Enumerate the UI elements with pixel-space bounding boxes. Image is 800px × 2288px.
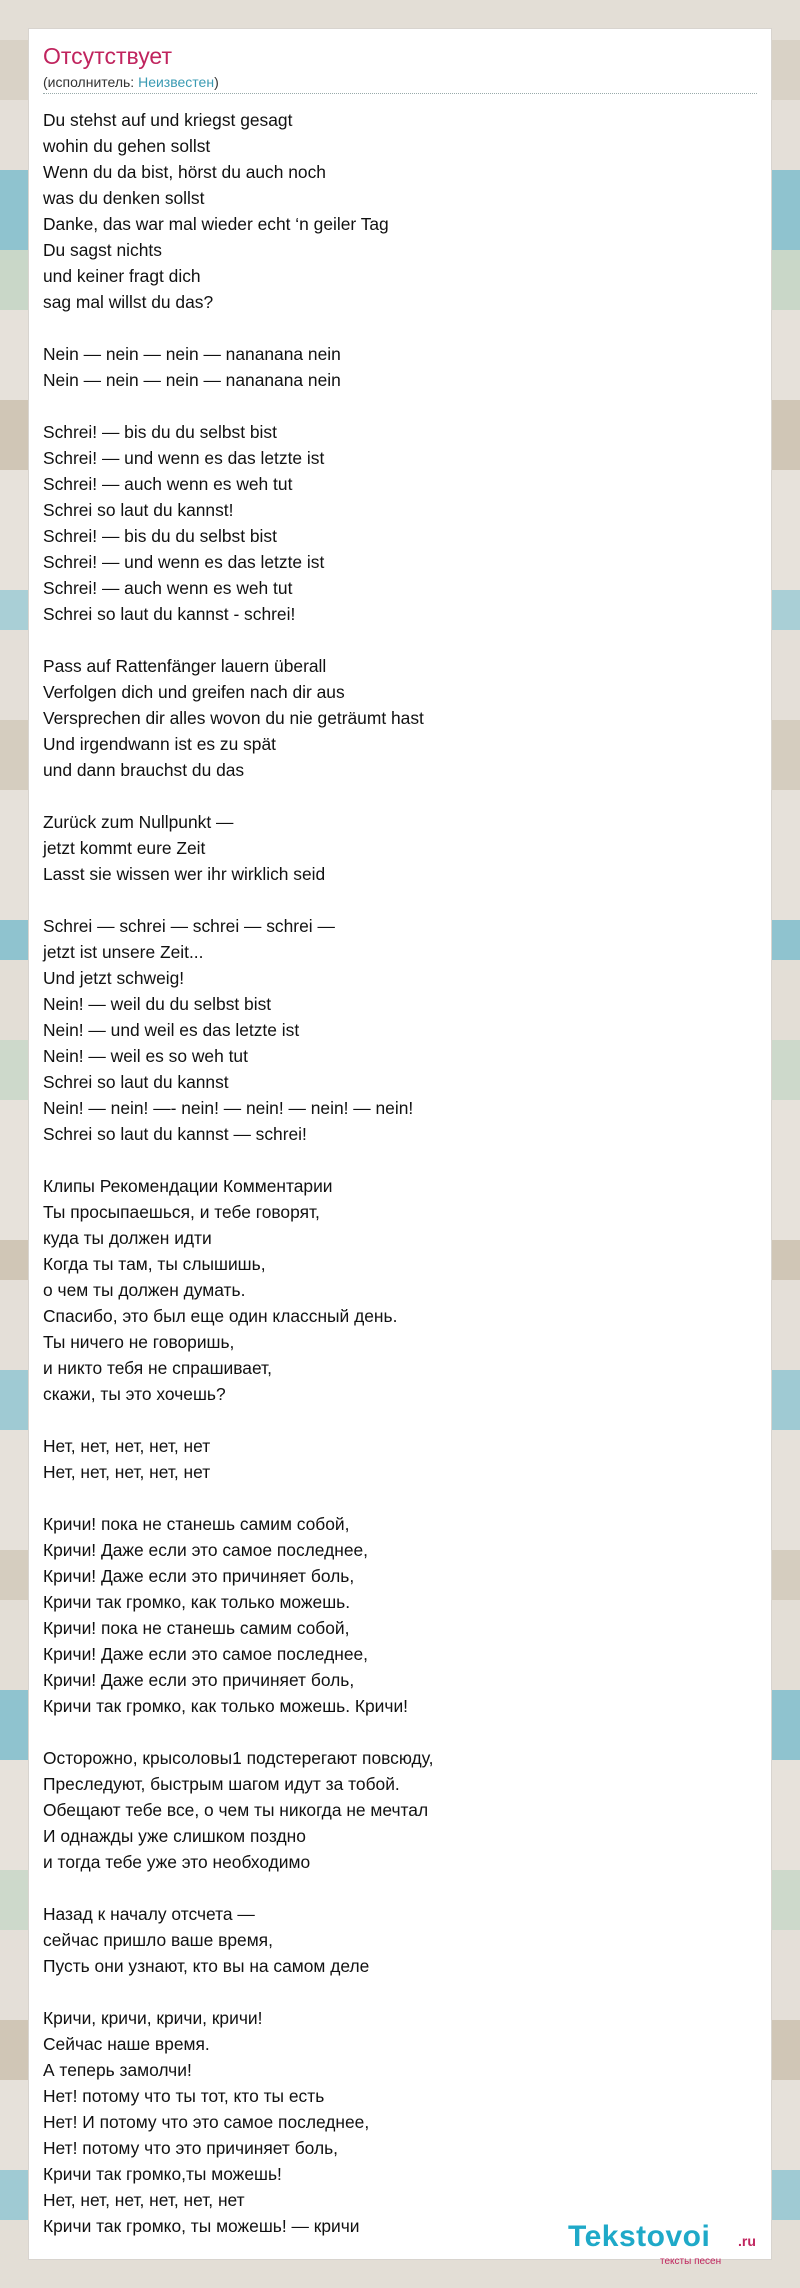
lyric-line: Schrei! — bis du du selbst bist: [43, 526, 277, 546]
lyric-line: sag mal willst du das?: [43, 292, 214, 312]
stanza-break: [43, 627, 743, 653]
lyric-line: Осторожно, крысоловы1 подстерегают повсюду,: [43, 1748, 434, 1768]
lyric-line: Schrei so laut du kannst - schrei!: [43, 604, 296, 624]
lyric-line: Нет! И потому что это самое последнее,: [43, 2112, 370, 2132]
lyric-line: Спасибо, это был еще один классный день.: [43, 1306, 398, 1326]
lyric-line: и тогда тебе уже это необходимо: [43, 1852, 311, 1872]
lyric-line: Und irgendwann ist es zu spät: [43, 734, 276, 754]
lyric-line: Schrei! — auch wenn es weh tut: [43, 578, 293, 598]
lyric-line: Кричи, кричи, кричи, кричи!: [43, 2008, 263, 2028]
performer-line: [43, 74, 219, 90]
lyric-line: Verfolgen dich und greifen nach dir aus: [43, 682, 345, 702]
lyric-line: und keiner fragt dich: [43, 266, 201, 286]
lyric-line: Клипы Рекомендации Комментарии: [43, 1176, 333, 1196]
stanza-break: [43, 1875, 743, 1901]
lyric-line: Schrei! — bis du du selbst bist: [43, 422, 277, 442]
lyric-line: wohin du gehen sollst: [43, 136, 211, 156]
lyric-line: Nein! — weil du du selbst bist: [43, 994, 272, 1014]
lyric-line: jetzt ist unsere Zeit...: [43, 942, 204, 962]
lyric-line: jetzt kommt eure Zeit: [43, 838, 206, 858]
lyric-line: А теперь замолчи!: [43, 2060, 192, 2080]
lyric-line: Schrei! — auch wenn es weh tut: [43, 474, 293, 494]
lyric-line: сейчас пришло ваше время,: [43, 1930, 273, 1950]
lyric-line: Schrei — schrei — schrei — schrei —: [43, 916, 335, 936]
site-logo[interactable]: [540, 2220, 770, 2270]
stanza-break: [43, 393, 743, 419]
stanza-break: [43, 1719, 743, 1745]
stanza-break: [43, 1979, 743, 2005]
lyric-line: Nein! — und weil es das letzte ist: [43, 1020, 300, 1040]
artist-link[interactable]: Неизвестен: [138, 74, 215, 90]
lyric-line: Schrei so laut du kannst!: [43, 500, 234, 520]
logo-name: Tekstovoi: [568, 2220, 711, 2253]
lyric-line: Нет, нет, нет, нет, нет: [43, 1436, 211, 1456]
lyric-line: Когда ты там, ты слышишь,: [43, 1254, 266, 1274]
lyric-line: Ты ничего не говоришь,: [43, 1332, 235, 1352]
lyric-line: Pass auf Rattenfänger lauern überall: [43, 656, 327, 676]
lyric-line: Сейчас наше время.: [43, 2034, 210, 2054]
lyric-line: Lasst sie wissen wer ihr wirklich seid: [43, 864, 326, 884]
lyric-line: Кричи! Даже если это самое последнее,: [43, 1644, 369, 1664]
performer-suffix: ): [214, 74, 219, 90]
lyric-line: о чем ты должен думать.: [43, 1280, 246, 1300]
lyric-line: Schrei so laut du kannst: [43, 1072, 229, 1092]
lyric-line: Кричи! пока не станешь самим собой,: [43, 1618, 350, 1638]
lyric-line: Schrei! — und wenn es das letzte ist: [43, 448, 325, 468]
title-divider: [43, 93, 757, 94]
lyric-line: Schrei so laut du kannst — schrei!: [43, 1124, 307, 1144]
song-title: Отсутствует: [43, 43, 172, 69]
lyric-line: Wenn du da bist, hörst du auch noch: [43, 162, 326, 182]
lyric-line: Nein! — nein! —- nein! — nein! — nein! — nein!: [43, 1098, 414, 1118]
lyric-line: und dann brauchst du das: [43, 760, 245, 780]
lyric-line: Ты просыпаешься, и тебе говорят,: [43, 1202, 320, 1222]
lyric-line: Кричи! Даже если это причиняет боль,: [43, 1566, 355, 1586]
lyric-line: И однажды уже слишком поздно: [43, 1826, 306, 1846]
lyric-line: куда ты должен идти: [43, 1228, 212, 1248]
lyric-line: Преследуют, быстрым шагом идут за тобой.: [43, 1774, 400, 1794]
stanza-break: [43, 783, 743, 809]
lyric-line: Пусть они узнают, кто вы на самом деле: [43, 1956, 370, 1976]
stanza-break: [43, 887, 743, 913]
lyric-line: Кричи! Даже если это самое последнее,: [43, 1540, 369, 1560]
stanza-break: [43, 1147, 743, 1173]
logo-tagline: тексты песен: [660, 2256, 722, 2267]
stanza-break: [43, 1407, 743, 1433]
lyric-line: Обещают тебе все, о чем ты никогда не мечтал: [43, 1800, 429, 1820]
lyric-line: Du sagst nichts: [43, 240, 162, 260]
lyric-line: Назад к началу отсчета —: [43, 1904, 255, 1924]
lyric-line: Nein! — weil es so weh tut: [43, 1046, 248, 1066]
lyric-line: Кричи так громко, как только можешь. Кричи!: [43, 1696, 408, 1716]
stanza-break: [43, 1485, 743, 1511]
lyrics-card: [28, 28, 772, 2260]
stanza-break: [43, 315, 743, 341]
lyric-line: Нет, нет, нет, нет, нет, нет: [43, 2190, 245, 2210]
lyric-line: Schrei! — und wenn es das letzte ist: [43, 552, 325, 572]
lyric-line: Кричи! пока не станешь самим собой,: [43, 1514, 350, 1534]
lyric-line: Кричи так громко, как только можешь.: [43, 1592, 351, 1612]
lyric-line: was du denken sollst: [43, 188, 205, 208]
lyric-line: Нет! потому что ты тот, кто ты есть: [43, 2086, 325, 2106]
lyric-line: Und jetzt schweig!: [43, 968, 185, 988]
lyric-line: Нет! потому что это причиняет боль,: [43, 2138, 338, 2158]
lyric-line: Nein — nein — nein — nananana nein: [43, 344, 341, 364]
performer-prefix: (исполнитель:: [43, 74, 139, 90]
lyric-line: скажи, ты это хочешь?: [43, 1384, 226, 1404]
lyric-line: Du stehst auf und kriegst gesagt: [43, 110, 293, 130]
logo-suffix: .ru: [738, 2233, 756, 2249]
lyric-line: Zurück zum Nullpunkt —: [43, 812, 234, 832]
lyric-line: Кричи! Даже если это причиняет боль,: [43, 1670, 355, 1690]
lyric-line: и никто тебя не спрашивает,: [43, 1358, 272, 1378]
lyric-line: Нет, нет, нет, нет, нет: [43, 1462, 211, 1482]
lyric-line: Versprechen dir alles wovon du nie geträumt hast: [43, 708, 424, 728]
lyric-line: Danke, das war mal wieder echt ‘n geiler Tag: [43, 214, 389, 234]
lyric-line: Nein — nein — nein — nananana nein: [43, 370, 341, 390]
lyric-line: Кричи так громко, ты можешь! — кричи: [43, 2216, 360, 2236]
lyric-line: Кричи так громко,ты можешь!: [43, 2164, 282, 2184]
lyrics-text: [43, 107, 743, 2239]
